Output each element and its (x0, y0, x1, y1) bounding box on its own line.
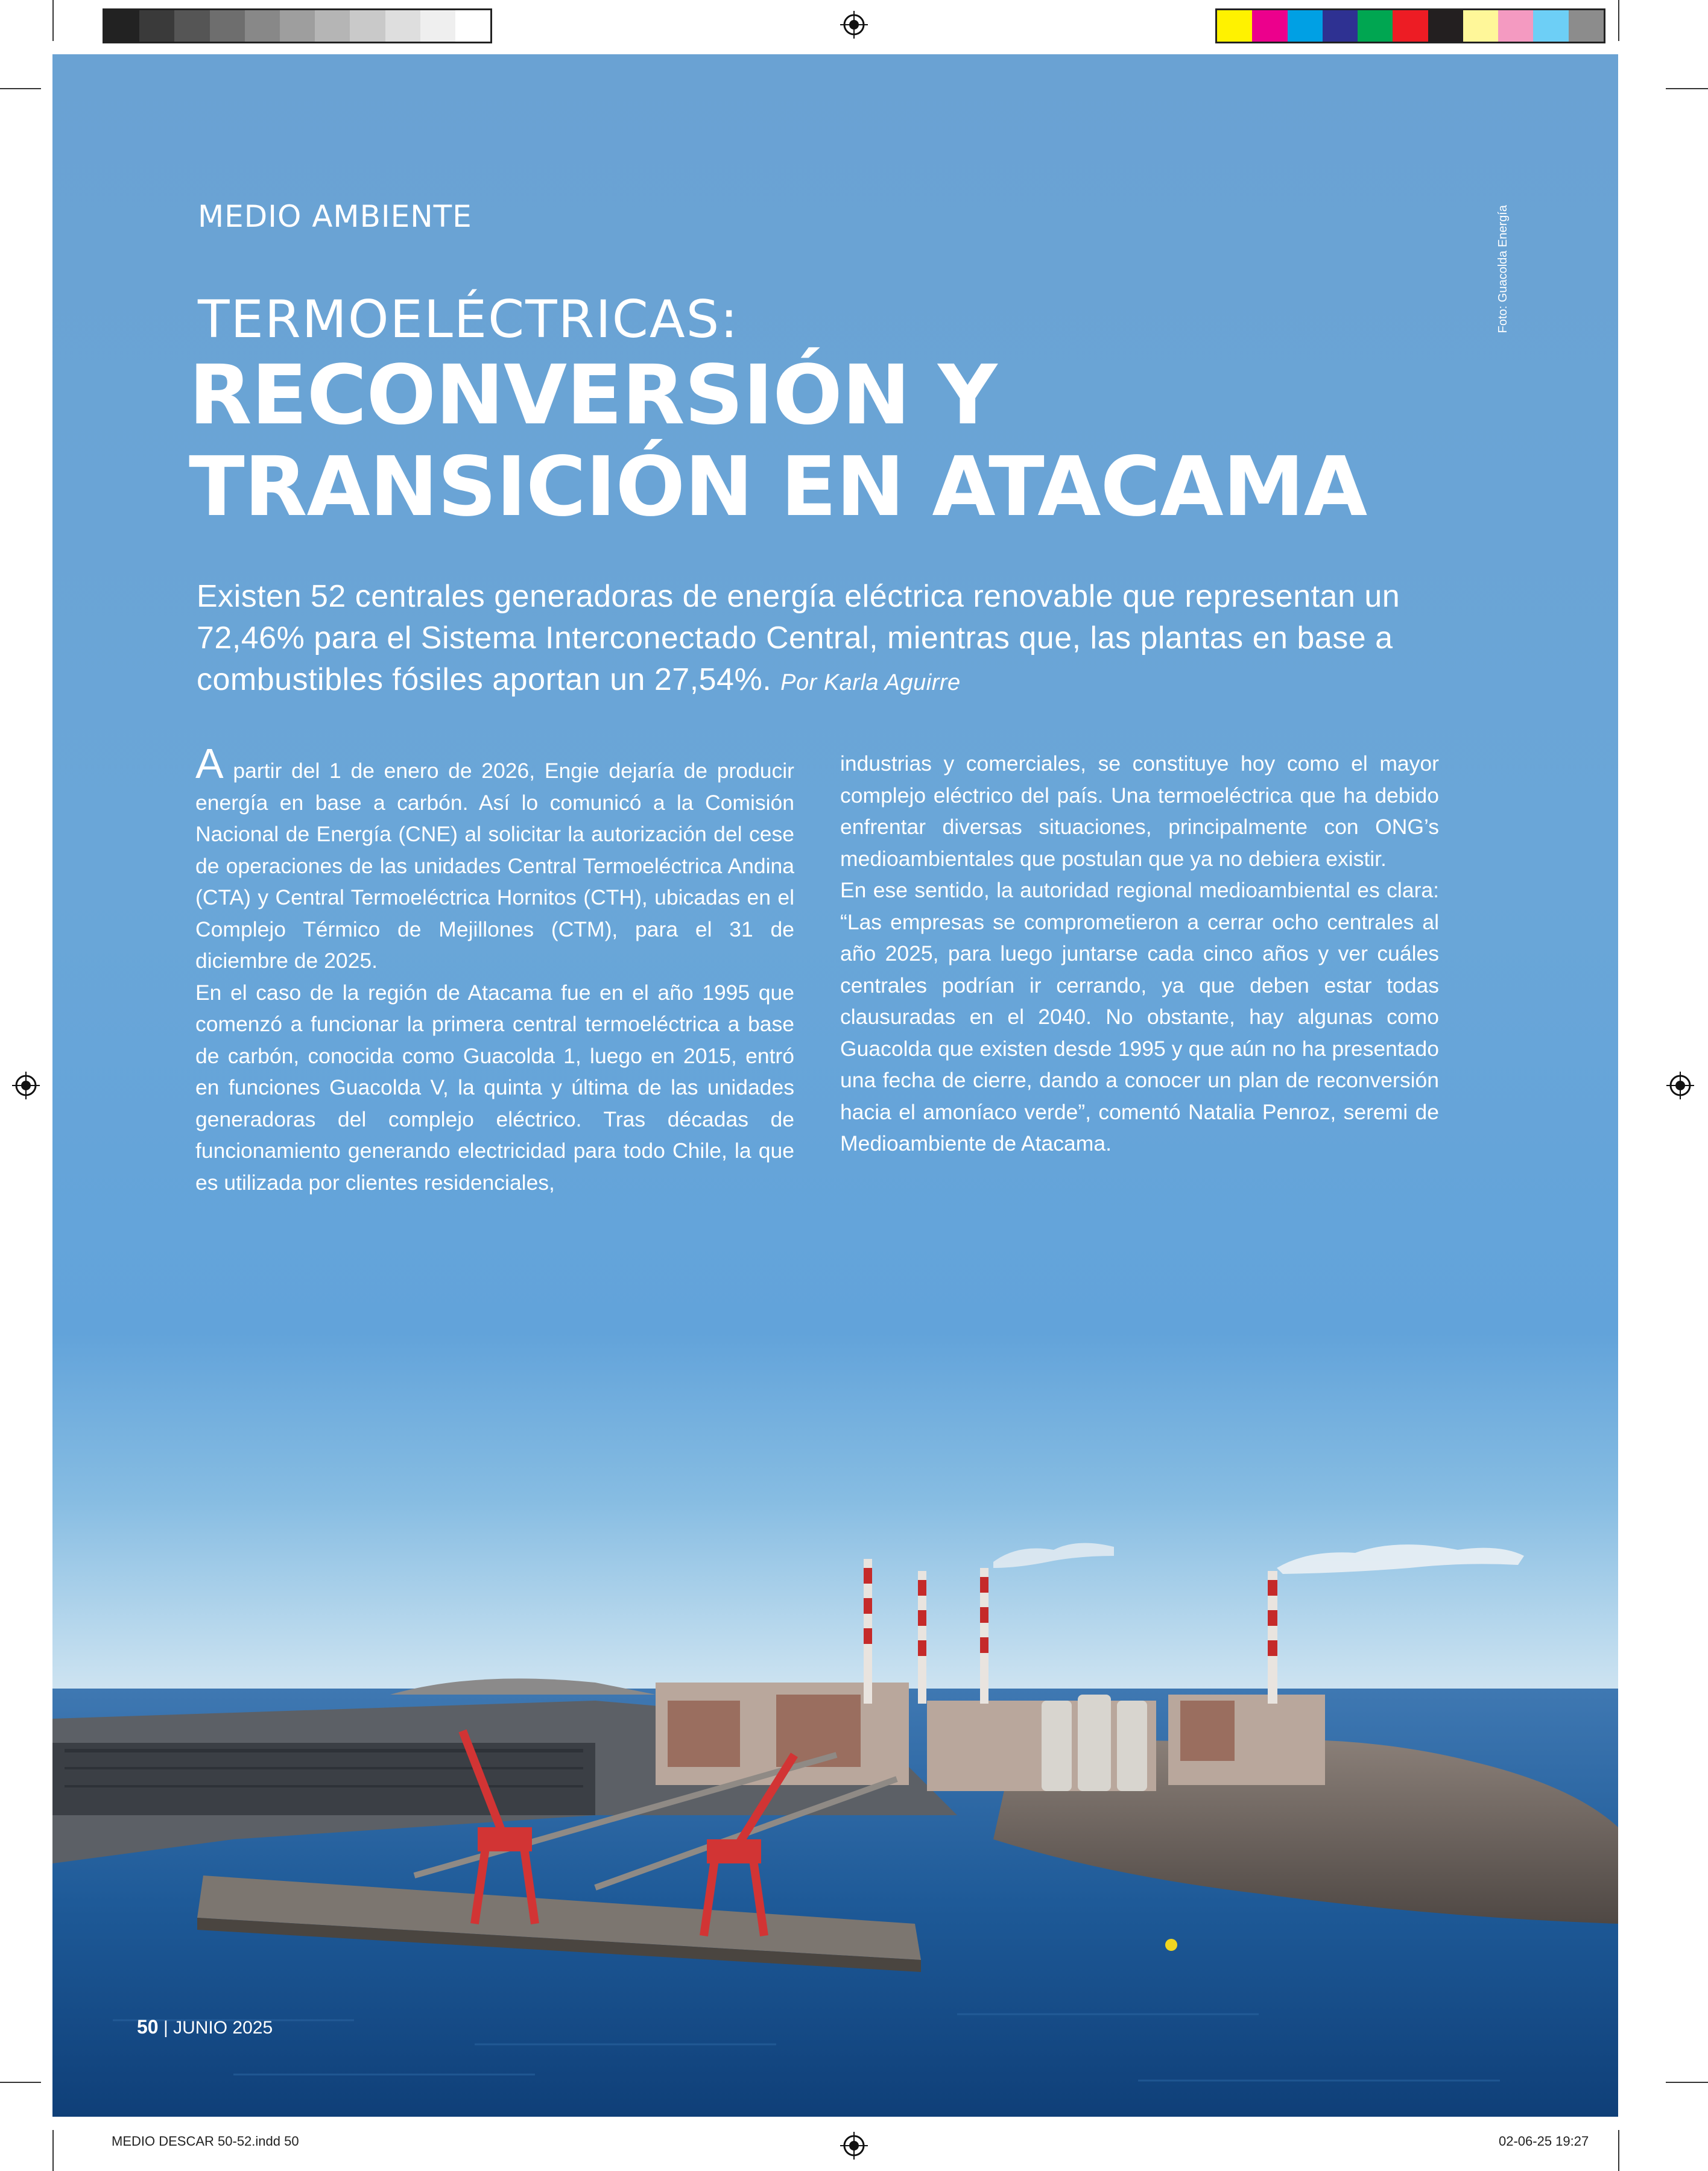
registration-mark-icon (840, 2132, 868, 2160)
process-color-bar (1215, 8, 1605, 43)
crop-mark (52, 2130, 54, 2171)
color-swatch (1569, 10, 1604, 42)
crop-mark (1618, 0, 1619, 41)
article-title-line-1: RECONVERSIÓN Y (189, 348, 997, 443)
paragraph (195, 740, 794, 977)
article-title (189, 350, 1516, 533)
paragraph-text: partir del 1 de enero de 2026, Engie dejaría de producir energía en base a carbón. Así lo comunicó a la Comisión Nacional de Energía (CNE) al solicitar la autorización del cese de operaciones de las unidades Central Termoeléctrica Andina (CTA) y Central Termoeléctrica Hornitos (CTH), ubicadas en el Complejo Térmico de Mejillones (CTM), para el 31 de diciembre de 2025. (195, 759, 794, 973)
color-swatch (139, 10, 174, 42)
magazine-page (52, 54, 1618, 2117)
registration-mark-icon (12, 1072, 40, 1099)
color-swatch (1288, 10, 1323, 42)
crop-mark (52, 0, 54, 41)
crop-mark (0, 88, 41, 89)
paragraph: En el caso de la región de Atacama fue en el año 1995 que comenzó a funcionar la primera central termoeléctrica a base de carbón, conocida como Guacolda 1, luego en 2015, entró en funciones Guacolda V, la quinta y última de las unidades generadoras del complejo eléctrico. Tras décadas de funcionamiento generando electricidad para todo Chile, la que es utilizada por clientes residenciales, (195, 980, 794, 1195)
article-column-left (195, 740, 794, 1198)
color-swatch (385, 10, 420, 42)
page-folio (137, 2016, 273, 2038)
color-swatch (104, 10, 139, 42)
page-number: 50 (137, 2016, 159, 2038)
slug-filename: MEDIO DESCAR 50-52.indd 50 (112, 2134, 299, 2149)
color-swatch (1252, 10, 1287, 42)
issue-date: | JUNIO 2025 (163, 2018, 273, 2038)
color-swatch (210, 10, 245, 42)
registration-mark-icon (1666, 1072, 1694, 1099)
crop-mark (1666, 2082, 1708, 2083)
color-swatch (1323, 10, 1358, 42)
slug-timestamp: 02-06-25 19:27 (1499, 2134, 1589, 2149)
color-swatch (280, 10, 315, 42)
color-swatch (1217, 10, 1252, 42)
byline: Por Karla Aguirre (780, 670, 961, 695)
color-swatch (1463, 10, 1498, 42)
article-column-right (840, 748, 1439, 1160)
drop-cap: A (195, 740, 224, 787)
color-swatch (455, 10, 490, 42)
power-plant-photo (52, 1502, 1618, 2117)
lead-text: Existen 52 centrales generadoras de energía eléctrica renovable que representan un 72,46% para el Sistema Interconectado Central, mientras que, las plantas en base a combustibles fósiles aportan un 27,54%. (197, 579, 1400, 697)
color-swatch (1358, 10, 1393, 42)
grayscale-color-bar (103, 8, 492, 43)
paragraph: En ese sentido, la autoridad regional medioambiental es clara: “Las empresas se comprometieron a cerrar ocho centrales al año 2025, para luego juntarse cada cinco años y ver cuáles centrales podrían ir cerrando, ya que deben estar todas clausuradas en el 2040. No obstante, hay algunas como Guacolda que existen desde 1995 y que aún no ha presentado una fecha de cierre, dando a conocer un plan de reconversión hacia el amoníaco verde”, comentó Natalia Penroz, seremi de Medioambiente de Atacama. (840, 878, 1439, 1155)
article-title-line-2: TRANSICIÓN EN ATACAMA (189, 440, 1367, 535)
color-swatch (420, 10, 455, 42)
color-swatch (350, 10, 385, 42)
registration-mark-icon (840, 11, 868, 39)
color-swatch (174, 10, 209, 42)
crop-mark (1618, 2130, 1619, 2171)
color-swatch (1393, 10, 1428, 42)
color-swatch (1533, 10, 1568, 42)
article-lead (197, 576, 1511, 704)
color-swatch (1428, 10, 1463, 42)
paragraph: industrias y comerciales, se constituye hoy como el mayor complejo eléctrico del país. Una termoeléctrica que ha debido enfrentar diversas situaciones, principalmente con ONG’s medioambientales que postulan que ya no debiera existir. (840, 751, 1439, 871)
color-swatch (245, 10, 280, 42)
color-swatch (1498, 10, 1533, 42)
article-title-kicker: TERMOELÉCTRICAS: (198, 289, 739, 350)
crop-mark (1666, 88, 1708, 89)
color-swatch (315, 10, 350, 42)
photo-credit: Foto: Guacolda Energía (1496, 205, 1510, 333)
crop-mark (0, 2082, 41, 2083)
section-label: MEDIO AMBIENTE (198, 199, 472, 234)
